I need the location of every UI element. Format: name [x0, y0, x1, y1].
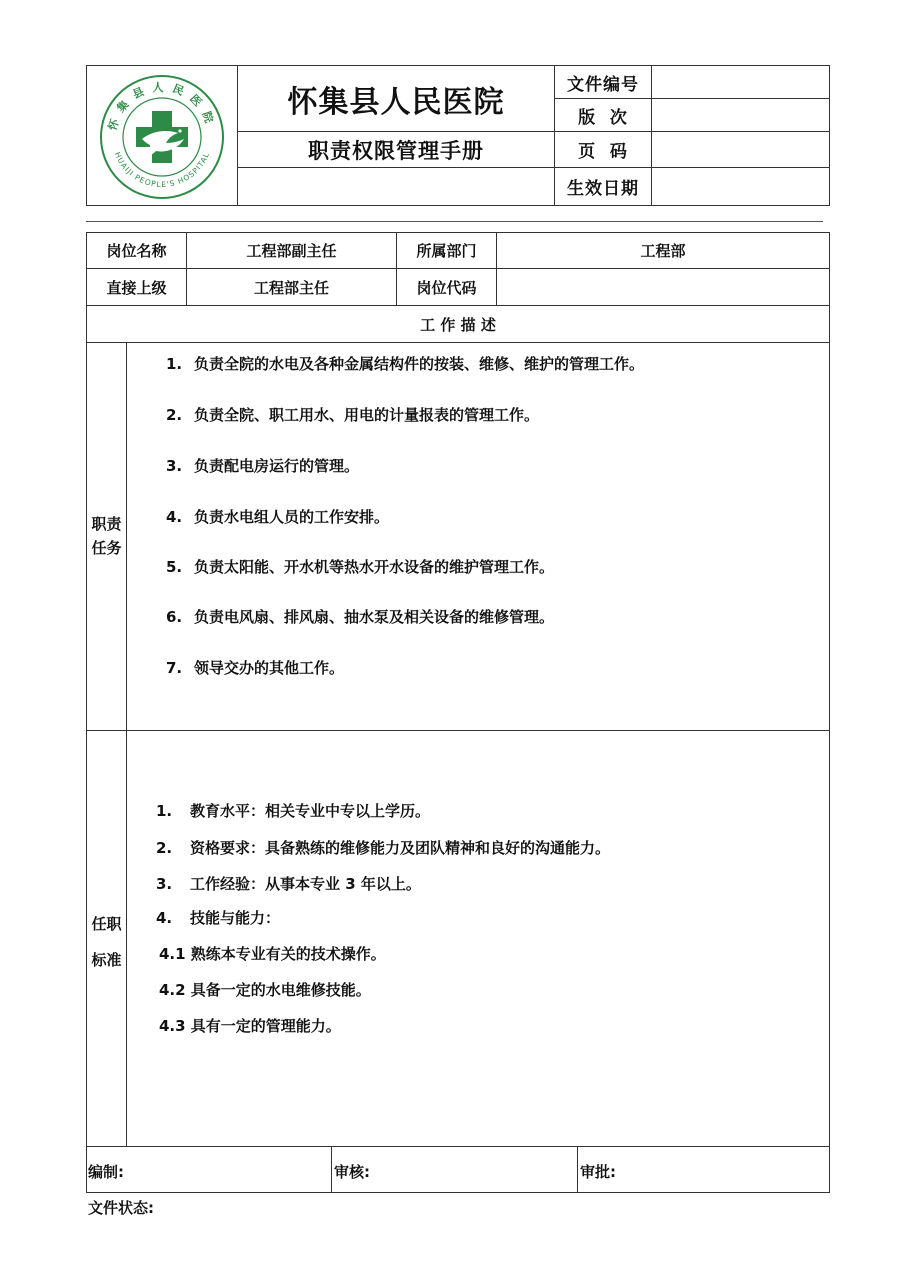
qualification-item: 3. 工作经验：从事本专业 3 年以上。 — [156, 875, 421, 893]
qualification-item: 2. 资格要求：具备熟练的维修能力及团队精神和良好的沟通能力。 — [156, 839, 611, 857]
qualification-subitem: 4.1 熟练本专业有关的技术操作。 — [159, 945, 386, 963]
duties-side-label — [87, 512, 126, 560]
qualifications-label-line2: 标准 — [91, 951, 122, 969]
position-code-label: 岗位代码 — [416, 278, 477, 297]
hospital-logo — [98, 73, 226, 201]
manual-title: 职责权限管理手册 — [308, 138, 484, 163]
qualification-subitem: 4.2 具备一定的水电维修技能。 — [159, 981, 371, 999]
table-col-divider — [126, 342, 127, 1146]
hospital-name: 怀集县人民医院 — [287, 84, 505, 120]
version-label: 版 次 — [578, 107, 628, 128]
department-value: 工程部 — [640, 242, 686, 260]
duties-label-line1: 职责 — [91, 515, 122, 533]
direct-superior-label: 直接上级 — [106, 278, 167, 297]
duty-item: 4. 负责水电组人员的工作安排。 — [166, 508, 390, 526]
position-code-value — [497, 269, 829, 305]
qualification-item: 4. 技能与能力： — [156, 909, 281, 927]
table-row-divider — [86, 342, 830, 343]
duty-item: 2. 负责全院、职工用水、用电的计量报表的管理工作。 — [166, 406, 540, 424]
version-value — [652, 99, 829, 131]
table-row-divider — [86, 730, 830, 731]
job-description-table — [86, 232, 830, 1193]
header-divider — [237, 167, 554, 168]
duty-item: 5. 负责太阳能、开水机等热水开水设备的维护管理工作。 — [166, 558, 555, 576]
direct-superior-value: 工程部主任 — [253, 278, 329, 297]
position-name-value: 工程部副主任 — [246, 242, 337, 260]
table-row-divider — [86, 1146, 830, 1147]
effective-date-value — [652, 168, 829, 205]
duties-label-line2: 任务 — [91, 539, 122, 557]
effective-date-label: 生效日期 — [567, 179, 639, 199]
page-number-label: 页 码 — [578, 142, 628, 162]
compiled-by-label: 编制: — [88, 1163, 124, 1181]
duty-item: 7. 领导交办的其他工作。 — [166, 659, 345, 677]
document-status-label: 文件状态: — [88, 1199, 154, 1217]
table-col-divider — [331, 1146, 332, 1193]
logo-ring-text-top: 怀集县人民医院 — [105, 81, 219, 133]
file-number-value — [652, 66, 829, 98]
qualification-item: 1. 教育水平：相关专业中专以上学历。 — [156, 802, 431, 820]
duty-item: 3. 负责配电房运行的管理。 — [166, 457, 360, 475]
qualifications-label-line1: 任职 — [91, 915, 122, 933]
reviewed-by-label: 审核: — [334, 1163, 370, 1181]
duty-item: 6. 负责电风扇、排风扇、抽水泵及相关设备的维修管理。 — [166, 608, 555, 626]
hospital-logo-icon — [98, 73, 226, 201]
qualification-subitem: 4.3 具有一定的管理能力。 — [159, 1017, 341, 1035]
page-number-value — [652, 132, 829, 167]
qualifications-side-label — [87, 906, 126, 978]
table-col-divider — [577, 1146, 578, 1193]
header-separator — [86, 221, 823, 222]
logo-ring-text-bottom: HUAIJI PEOPLE'S HOSPITAL — [112, 150, 212, 190]
duty-item: 1. 负责全院的水电及各种金属结构件的按装、维修、维护的管理工作。 — [166, 355, 645, 373]
file-number-label: 文件编号 — [567, 74, 639, 95]
position-name-label: 岗位名称 — [106, 242, 167, 260]
approved-by-label: 审批: — [580, 1163, 616, 1181]
department-label: 所属部门 — [416, 242, 477, 260]
work-description-heading: 工 作 描 述 — [420, 315, 496, 334]
